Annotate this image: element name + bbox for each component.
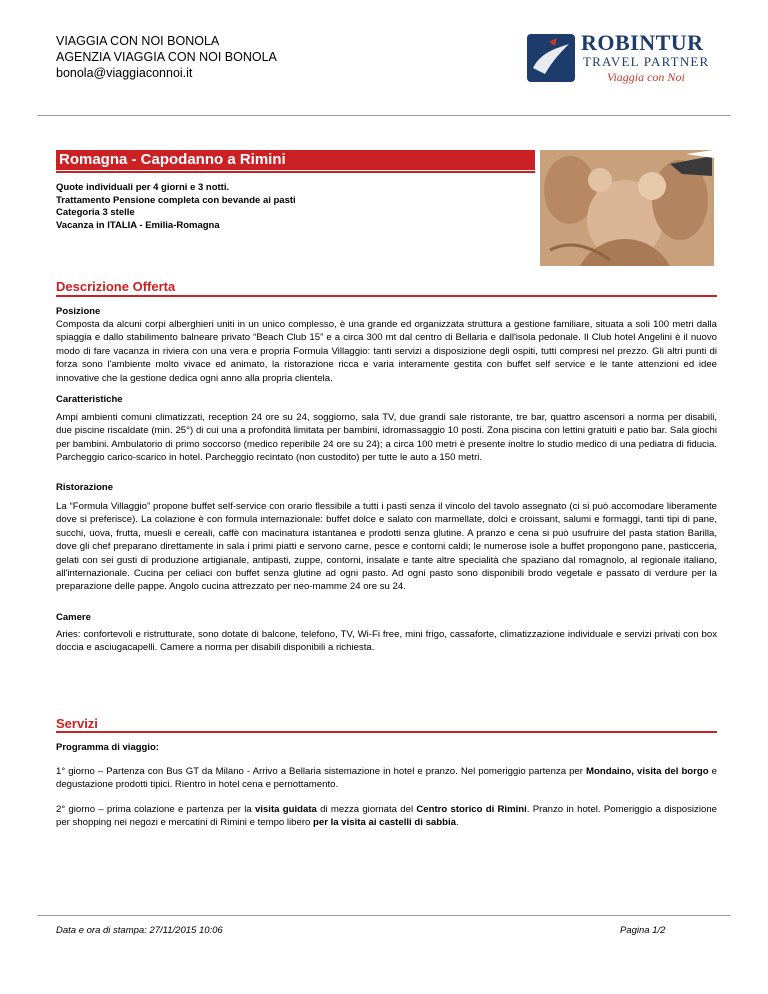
offer-quotes <box>56 182 296 232</box>
agency-info <box>56 33 277 81</box>
caratteristiche-text <box>56 411 717 465</box>
print-date: Data e ora di stampa: 27/11/2015 10:06 <box>56 925 223 936</box>
quote-line: Categoria 3 stelle <box>56 207 135 218</box>
day2-part: . <box>455 817 459 829</box>
posizione-title: Posizione <box>56 306 101 317</box>
program-title: Programma di viaggio: <box>56 742 159 753</box>
camere-text <box>56 628 717 655</box>
logo-tagline: Viaggia con Noi <box>607 70 685 84</box>
offer-title-bar <box>56 150 535 170</box>
posizione-paragraph: Composta da alcuni corpi alberghieri uniti in un unico complesso, è una grande ed organizzata struttura a gestione familiare, situata a soli 100 metri dalla spiaggia e dallo stabilimento balneare privato “Beach Club 15” e a circa 300 mt dal centro di Bellaria e dall'isola pedonale. Il Club hotel Angelini è il nuovo modo di fare vacanza in riviera con una vera e propria Formula Villaggio: tanti servizi a disposizione degli ospiti, tutti compresi nel prezzo. Gli altri punti di forza sono l'ambiente molto vivace ed animato, la ristorazione ricca e varia interamente gestita con buffet self service e le tante attenzioni ed idee innovative che la gestione dedica ogni anno alla propria clientela. <box>56 319 717 384</box>
logo-brand: ROBINTUR <box>581 30 704 55</box>
services-rule <box>56 731 717 733</box>
day2-part: di mezza giornata del <box>316 804 417 815</box>
day2-part: 2° giorno – prima colazione e partenza per la <box>56 804 255 815</box>
day1-part: 1° giorno – Partenza con Bus GT da Milano - Arrivo a Bellaria sistemazione in hotel e pranzo. Nel pomeriggio partenza per <box>56 766 586 777</box>
day1-part: e degustazione prodotti tipici. Rientro in hotel cena e pernottamento. <box>56 766 717 791</box>
day1-highlight: Mondaino, visita del borgo <box>586 766 709 777</box>
offer-photo <box>540 150 714 266</box>
quote-line: Vacanza in ITALIA - Emilia-Romagna <box>56 219 220 231</box>
robintur-logo <box>527 30 715 90</box>
ristorazione-paragraph: La “Formula Villaggio” propone buffet self-service con orario flessibile a tutti i pasti senza il vincolo del tavolo assegnato (ci si può accomodare liberamente dove si preferisce). La colazione è con formula internazionale: buffet dolce e salato con marmellate, dolci e croissant, salumi e formaggi, tanti tipi di pane, succhi, uova, frutta, muesli e cereali, caffè con macinatura istantanea e prodotti senza glutine. A pranzo e cena si può usufruire del pasta station Barilla, dove gli chef preparano direttamente in sala i primi piatti e servono carne, pesce e contorni caldi; le numerose isole a buffet propongono pane, pasticceria, gelati con sei gusti di produzione artigianale, antipasti, zuppe, contorni, insalate e tante altre specialità che spaziano dal romagnolo, al regionale italiano, all'internazionale. Cucina per celiaci con buffet senza glutine ad ogni pasto. Ad ogni pasto sono disponibili brodo vegetale e passato di verdure per la preparazione delle pappe. Angolo cucina attrezzato per neo-mamme 24 ore su 24. <box>56 501 717 593</box>
header-divider <box>37 115 731 116</box>
description-heading: Descrizione Offerta <box>56 279 176 294</box>
caratteristiche-paragraph: Ampi ambienti comuni climatizzati, reception 24 ore su 24, soggiorno, sala TV, due grandi sale ristorante, tre bar, quattro ascensori a norma per disabili, due piscine riscaldate (min. 25°) di cui una a profondità limitata per bambini, idromassaggio 10 posti. Zona piscina con lettini gratuiti e patio bar. Sala giochi per bambini. Ambulatorio di primo soccorso (medico reperibile 24 ore su 24); a circa 100 metri è presente inoltre lo studio medico di una pediatra di fiducia. Parcheggio carico-scarico in hotel. Parcheggio recintato (non custodito) per tutte le auto a 150 metri. <box>56 412 717 464</box>
offer-title: Romagna - Capodanno a Rimini <box>59 151 286 168</box>
page-number: Pagina 1/2 <box>620 925 666 936</box>
quote-line: Trattamento Pensione completa con bevande ai pasti <box>56 194 296 206</box>
day2-paragraph <box>56 803 717 830</box>
day2-highlight: Centro storico di Rimini <box>416 804 527 815</box>
day2-highlight: per la visita ai castelli di sabbia <box>313 817 456 829</box>
quote-line: Quote individuali per 4 giorni e 3 notti. <box>56 182 230 193</box>
caratteristiche-title: Caratteristiche <box>56 394 123 405</box>
camere-paragraph: Aries: confortevoli e ristrutturate, sono dotate di balcone, telefono, TV, Wi-Fi free, mini frigo, cassaforte, climatizzazione individuale e servizi privati con box doccia e asciugacapelli. Camere a norma per disabili disponibili a richiesta. <box>56 629 717 654</box>
services-heading: Servizi <box>56 716 98 731</box>
agency-fullname: AGENZIA VIAGGIA CON NOI BONOLA <box>56 50 277 64</box>
offer-title-rule <box>56 171 535 173</box>
camere-title: Camere <box>56 612 91 623</box>
day1-paragraph <box>56 765 717 792</box>
sand-sculpture-image <box>540 150 714 266</box>
ristorazione-text <box>56 500 717 594</box>
logo-mark-icon <box>527 34 575 82</box>
day1-text <box>56 765 717 792</box>
day2-text <box>56 803 717 830</box>
footer-divider <box>37 915 731 916</box>
agency-name: VIAGGIA CON NOI BONOLA <box>56 34 220 48</box>
day2-highlight: visita guidata <box>254 804 317 815</box>
logo-subtitle: TRAVEL PARTNER <box>583 54 710 69</box>
description-rule <box>56 295 717 297</box>
posizione-text <box>56 318 717 385</box>
agency-email: bonola@viaggiaconnoi.it <box>56 66 193 80</box>
ristorazione-title: Ristorazione <box>56 482 114 493</box>
day2-part: . Pranzo in hotel. Pomeriggio a disposizione per shopping nei negozi e mercatini di Rimini e tempo libero <box>56 804 717 829</box>
